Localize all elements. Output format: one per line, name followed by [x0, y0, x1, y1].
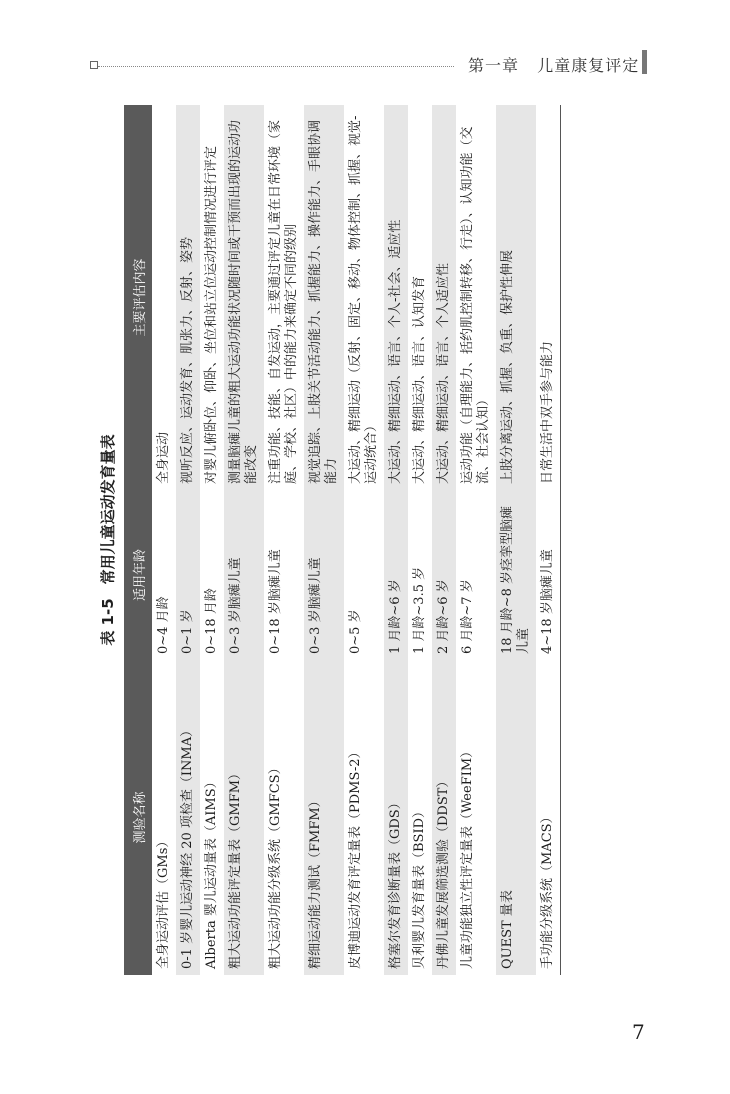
table-row — [344, 105, 384, 975]
table-cell: 0-1 岁婴儿运动神经 20 项检查（INMA） — [176, 660, 200, 975]
table-cell: 丹佛儿童发展筛选测验（DDST） — [432, 660, 456, 975]
table-cell: 大运动、精细运动（反射、固定、移动、物体控制、抓握、视觉-运动统合） — [348, 115, 379, 484]
table-cell: 格塞尔发育诊断量表（GDS） — [384, 660, 408, 975]
rotated-table-block — [90, 105, 630, 975]
chapter-title: 儿童康复评定 — [537, 56, 640, 75]
table-cell: 皮博迪运动发育评定量表（PDMS-2） — [348, 745, 363, 969]
table-body — [152, 105, 561, 975]
table-cell: 4~18 岁脑瘫儿童 — [536, 490, 561, 660]
table-cell: 视听反应、运动发育、肌张力、反射、姿势 — [176, 105, 200, 490]
table-row — [432, 105, 456, 975]
header-dotted-rule — [98, 66, 454, 67]
column-header: 测验名称 — [124, 660, 152, 975]
table-cell: 18 月龄~8 岁痉挛型脑瘫儿童 — [496, 490, 536, 660]
table-cell: 0~1 岁 — [176, 490, 200, 660]
table-cell: 测量脑瘫儿童的粗大运动功能状况随时间或干预而出现的运动功能改变 — [224, 105, 264, 490]
table-cell: 粗大运动功能分级系统（GMFCS） — [268, 761, 283, 969]
table-cell: 视觉追踪、上肢关节活动能力、抓握能力、操作能力、手眼协调能力 — [304, 105, 344, 490]
table-cell: Alberta 婴儿运动量表（AIMS） — [204, 775, 219, 969]
column-header: 适用年龄 — [124, 490, 152, 660]
table-cell: 粗大运动功能评定量表（GMFM） — [224, 660, 264, 975]
table-row — [456, 105, 496, 975]
table-cell: 日常生活中双手参与能力 — [536, 105, 561, 490]
table-cell: 大运动、精细运动、语言、个人-社会、适应性 — [384, 105, 408, 490]
table-header-row — [124, 105, 152, 975]
table-row — [152, 105, 176, 975]
table-cell: 1 月龄~6 岁 — [384, 490, 408, 660]
table-row — [496, 105, 536, 975]
header-square-icon — [90, 61, 98, 69]
header-bar — [642, 50, 647, 74]
column-header: 主要评估内容 — [124, 105, 152, 490]
table-cell: 儿童功能独立性评定量表（WeeFIM） — [460, 744, 475, 969]
table-cell: 2 月龄~6 岁 — [432, 490, 456, 660]
table-cell: 全身运动评估（GMs） — [156, 834, 171, 969]
table-cell: 注重功能、技能、自发运动，主要通过评定儿童在日常环境（家庭、学校、社区）中的能力来确定不同的级别 — [268, 119, 299, 484]
table-row — [384, 105, 408, 975]
table-row — [200, 105, 224, 975]
table-cell: 0~5 岁 — [348, 609, 363, 654]
table-cell: 全身运动 — [156, 431, 171, 484]
scale-table — [124, 105, 561, 975]
table-cell: 贝利婴儿发育量表（BSID） — [412, 804, 427, 969]
table-cell: 6 月龄~7 岁 — [460, 579, 475, 654]
table-row — [536, 105, 561, 975]
table-cell: 运动功能（自理能力、括约肌控制转移、行走）、认知功能（交流、社会认知） — [460, 126, 491, 484]
table-cell: 对婴儿俯卧位、仰卧、坐位和站立位运动控制情况进行评定 — [204, 145, 219, 484]
table-cell: 上肢分离运动、抓握、负重、保护性伸展 — [496, 105, 536, 490]
table-cell: 1 月龄~3.5 岁 — [412, 566, 427, 654]
table-row — [224, 105, 264, 975]
table-row — [176, 105, 200, 975]
table-cell: 0~18 月龄 — [204, 588, 219, 654]
table-cell: 0~18 岁脑瘫儿童 — [268, 549, 283, 654]
table-cell: 0~4 月龄 — [156, 596, 171, 654]
chapter-number: 第一章 — [468, 56, 520, 75]
table-cell: 0~3 岁脑瘫儿童 — [304, 490, 344, 660]
table-row — [264, 105, 304, 975]
table-cell: 0~3 岁脑瘫儿童 — [224, 490, 264, 660]
table-cell: QUEST 量表 — [496, 660, 536, 975]
table-title: 常用儿童运动发育量表 — [98, 434, 117, 585]
table-cell: 精细运动能力测试（FMFM） — [304, 660, 344, 975]
table-cell: 手功能分级系统（MACS） — [536, 660, 561, 975]
running-header — [468, 53, 639, 76]
table-caption — [90, 105, 124, 975]
table-label: 表 1-5 — [98, 598, 117, 646]
table-cell: 大运动、精细运动、语言、个人适应性 — [432, 105, 456, 490]
page-number: 7 — [632, 1020, 645, 1044]
table-cell: 大运动、精细运动、语言、认知发育 — [412, 275, 427, 484]
table-row — [304, 105, 344, 975]
table-row — [408, 105, 432, 975]
